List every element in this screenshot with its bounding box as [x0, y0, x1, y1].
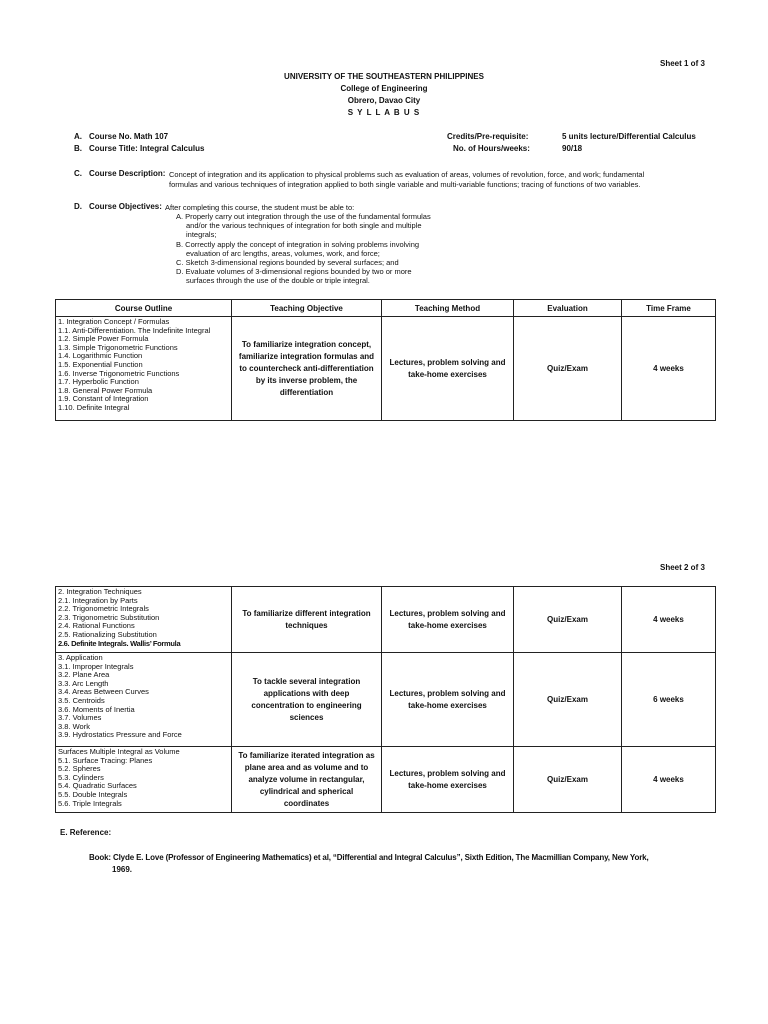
outline-item: 2.6. Definite Integrals. Wallis’ Formula	[58, 639, 181, 648]
outline-item: 2.4. Rational Functions	[58, 622, 135, 631]
course-no-letter: A.	[74, 132, 82, 141]
objective-line: surfaces through the use of the double or triple integral.	[186, 276, 370, 286]
outline-item: 2.3. Trigonometric Substitution	[58, 613, 160, 622]
teaching-objective-cell: To familiarize different integration techniques	[232, 587, 382, 653]
course-title-letter: B.	[74, 144, 82, 153]
document-header	[0, 71, 768, 119]
outline-item: 1.10. Definite Integral	[58, 403, 130, 412]
outline-item: 1. Integration Concept / Formulas	[58, 318, 170, 326]
objective-line: C. Sketch 3-dimensional regions bounded by several surfaces; and	[176, 258, 399, 268]
course-no: Course No. Math 107	[89, 132, 169, 141]
description-line-1: Concept of integration and its application to physical problems such as evaluation of areas, volumes of revolution, force, and work; fundamental	[169, 170, 645, 179]
course-outline-cell	[56, 653, 232, 747]
description-letter: C.	[74, 169, 82, 178]
outline-item: 2.1. Integration by Parts	[58, 596, 138, 605]
col-header-evaluation: Evaluation	[514, 300, 622, 317]
credits-label: Credits/Pre-requisite:	[447, 132, 529, 141]
table-row	[56, 587, 716, 653]
university-name: UNIVERSITY OF THE SOUTHEASTERN PHILIPPINES	[284, 72, 484, 81]
outline-item: 3. Application	[58, 654, 103, 662]
outline-item: Surfaces Multiple Integral as Volume	[58, 748, 180, 756]
objective-line: and/or the various techniques of integration for both single and multiple	[186, 221, 422, 231]
outline-item: 5.1. Surface Tracing: Planes	[58, 756, 153, 765]
outline-item: 1.6. Inverse Trigonometric Functions	[58, 369, 180, 378]
course-title: Course Title: Integral Calculus	[89, 144, 205, 153]
outline-item: 1.3. Simple Trigonometric Functions	[58, 343, 178, 352]
teaching-objective-cell: To familiarize iterated integration as plane area and as volume and to analyze volume in rectangular, cylindrical and spherical coordinates	[232, 747, 382, 813]
reference-line-2: 1969.	[112, 865, 133, 874]
course-outline-cell	[56, 747, 232, 813]
outline-item: 5.4. Quadratic Surfaces	[58, 782, 137, 791]
outline-item: 3.6. Moments of Inertia	[58, 705, 135, 714]
objective-line: D. Evaluate volumes of 3-dimensional regions bounded by two or more	[176, 267, 412, 277]
college-name: College of Engineering	[340, 84, 428, 93]
outline-item: 3.3. Arc Length	[58, 679, 109, 688]
outline-item: 2.2. Trigonometric Integrals	[58, 605, 149, 614]
table-row	[56, 747, 716, 813]
outline-item: 1.5. Exponential Function	[58, 360, 143, 369]
time-frame-cell: 4 weeks	[622, 317, 716, 421]
col-header-outline: Course Outline	[56, 300, 232, 317]
outline-item: 1.7. Hyperbolic Function	[58, 378, 139, 387]
document-type: S Y L L A B U S	[347, 108, 421, 117]
outline-item: 5.3. Cylinders	[58, 773, 104, 782]
credits-value: 5 units lecture/Differential Calculus	[562, 132, 696, 141]
col-header-method: Teaching Method	[382, 300, 514, 317]
objectives-letter: D.	[74, 202, 82, 211]
objectives-intro: After completing this course, the student must be able to:	[165, 203, 355, 212]
objectives-list	[176, 212, 431, 286]
outline-item: 3.2. Plane Area	[58, 671, 110, 680]
sheet-label: Sheet 2 of 3	[660, 563, 705, 572]
time-frame-cell: 4 weeks	[622, 587, 716, 653]
course-outline-cell	[56, 317, 232, 421]
outline-item: 3.1. Improper Integrals	[58, 662, 134, 671]
col-header-time-frame: Time Frame	[622, 300, 716, 317]
outline-item: 5.6. Triple Integrals	[58, 799, 122, 808]
objective-line: evaluation of arc lengths, areas, volumes, work, and force;	[186, 248, 380, 258]
outline-item: 1.4. Logarithmic Function	[58, 352, 143, 361]
col-header-objective: Teaching Objective	[232, 300, 382, 317]
time-frame-cell: 4 weeks	[622, 747, 716, 813]
reference-line-1: Book: Clyde E. Love (Professor of Engineering Mathematics) et al, “Differential and Integral Calculus”, Sixth Edition, The Macmillian Company, New York,	[89, 853, 649, 862]
outline-item: 3.9. Hydrostatics Pressure and Force	[58, 731, 182, 740]
teaching-method-cell: Lectures, problem solving and take-home exercises	[382, 653, 514, 747]
description-line-2: formulas and various techniques of integration applied to both single variable and multi-variable functions; tracing of functions of two variables.	[169, 180, 641, 189]
reference-label: E. Reference:	[60, 828, 112, 837]
outline-item: 3.5. Centroids	[58, 696, 105, 705]
outline-item: 3.7. Volumes	[58, 714, 102, 723]
evaluation-cell: Quiz/Exam	[514, 747, 622, 813]
syllabus-table-sheet1	[55, 299, 716, 421]
outline-item: 1.1. Anti-Differentiation. The Indefinite Integral	[58, 326, 211, 335]
time-frame-cell: 6 weeks	[622, 653, 716, 747]
hours-value: 90/18	[562, 144, 583, 153]
outline-item: 1.9. Constant of Integration	[58, 395, 149, 404]
objective-line: A. Properly carry out integration through the use of the fundamental formulas	[176, 212, 431, 221]
teaching-method-cell: Lectures, problem solving and take-home exercises	[382, 587, 514, 653]
table-row	[56, 653, 716, 747]
outline-item: 2.5. Rationalizing Substitution	[58, 630, 157, 639]
teaching-method-cell: Lectures, problem solving and take-home exercises	[382, 317, 514, 421]
description-label: Course Description:	[89, 169, 166, 178]
outline-item: 5.5. Double Integrals	[58, 790, 128, 799]
outline-item: 3.8. Work	[58, 722, 90, 731]
teaching-objective-cell: To tackle several integration applications with deep concentration to engineering sciences	[232, 653, 382, 747]
college-location: Obrero, Davao City	[347, 96, 421, 105]
outline-item: 3.4. Areas Between Curves	[58, 688, 149, 697]
table-header-row	[56, 300, 716, 317]
outline-item: 2. Integration Techniques	[58, 588, 142, 596]
evaluation-cell: Quiz/Exam	[514, 317, 622, 421]
course-outline-cell	[56, 587, 232, 653]
table-row	[56, 317, 716, 421]
teaching-objective-cell: To familiarize integration concept, familiarize integration formulas and to countercheck anti-differentiation by its inverse problem, the differentiation	[232, 317, 382, 421]
objective-line: B. Correctly apply the concept of integration in solving problems involving	[176, 239, 420, 249]
evaluation-cell: Quiz/Exam	[514, 587, 622, 653]
teaching-method-cell: Lectures, problem solving and take-home exercises	[382, 747, 514, 813]
syllabus-table-sheet2	[55, 586, 716, 813]
outline-item: 1.8. General Power Formula	[58, 386, 153, 395]
sheet-label: Sheet 1 of 3	[660, 59, 705, 68]
evaluation-cell: Quiz/Exam	[514, 653, 622, 747]
objective-line: integrals;	[186, 230, 217, 240]
objectives-label: Course Objectives:	[89, 202, 162, 211]
outline-item: 1.2. Simple Power Formula	[58, 335, 149, 344]
hours-label: No. of Hours/weeks:	[453, 144, 530, 153]
outline-item: 5.2. Spheres	[58, 765, 101, 774]
